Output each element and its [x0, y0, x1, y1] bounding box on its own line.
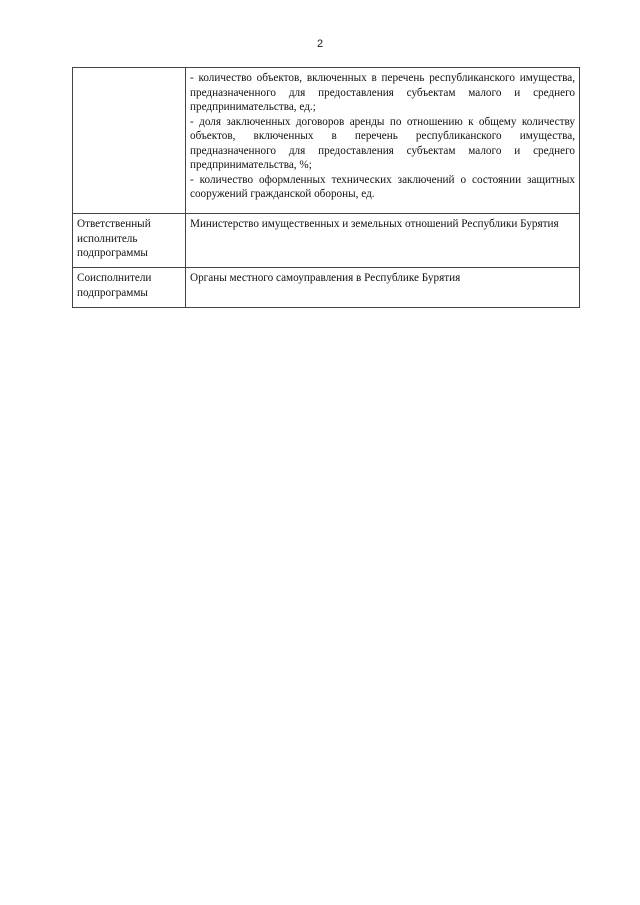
table-row-indicators	[73, 68, 580, 214]
indicator-item: - количество объектов, включенных в перечень республиканского имущества, предназначенного для предоставления субъектам малого и среднего предпринимательства, ед.;	[190, 72, 575, 113]
row-label: Ответственный исполнитель подпрограммы	[73, 214, 186, 268]
indicator-item: - доля заключенных договоров аренды по отношению к общему количеству объектов, включенных в перечень республиканского имущества, предназначенного для предоставления субъектам малого и среднего предпринимательства, %;	[190, 115, 575, 171]
subprogram-passport-table	[72, 67, 580, 308]
table-row-responsible-executor	[73, 214, 580, 268]
table-row-co-executors	[73, 268, 580, 308]
indicators-cell	[186, 68, 580, 214]
indicator-item: - количество оформленных технических заключений о состоянии защитных сооружений гражданской обороны, ед.	[190, 173, 575, 200]
co-executors-value: Органы местного самоуправления в Республике Бурятия	[186, 268, 580, 308]
responsible-executor-value: Министерство имущественных и земельных отношений Республики Бурятия	[186, 214, 580, 268]
row-label: Соисполнители подпрограммы	[73, 268, 186, 308]
page-number: 2	[316, 38, 324, 50]
row-label	[73, 68, 186, 214]
